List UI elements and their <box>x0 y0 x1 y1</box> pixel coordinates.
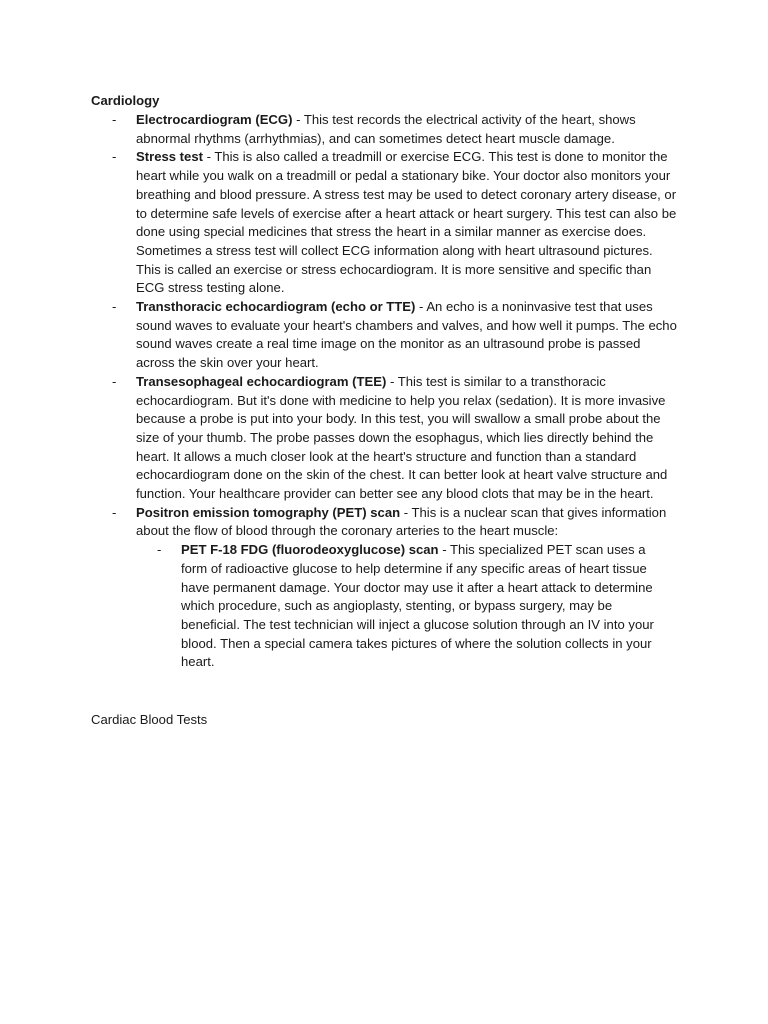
bullet-dash: - <box>112 373 117 389</box>
section-heading: Cardiology <box>91 93 160 108</box>
term-tte: Transthoracic echocardiogram (echo or TTE) <box>136 299 416 315</box>
term-pet-fdg: PET F-18 FDG (fluorodeoxyglucose) scan <box>181 542 439 558</box>
description-stress-test: - This is also called a treadmill or exercise ECG. This test is done to monitor the heart while you walk on a treadmill or pedal a stationary bike. Your doctor also monitors your breathing and blood pressure. A stress test may be used to detect coronary artery disease, or to determine safe levels of exercise after a heart attack or heart surgery. This test can also be done using special medicines that stress the heart in a similar manner as exercise does. Sometimes a stress test will collect ECG information along with heart ultrasound pictures. This is called an exercise or stress echocardiogram. It is more sensitive and specific than ECG stress testing alone. <box>136 149 677 296</box>
description-ecg: - This test records the electrical activity of the heart, shows abnormal rhythms (arrhythmias), and can sometimes detect heart muscle damage. <box>136 112 636 146</box>
list-item-tee <box>91 373 672 504</box>
description-pet-scan: - This is a nuclear scan that gives information about the flow of blood through the coronary arteries to the heart muscle: <box>136 504 667 539</box>
sublist-item-pet-fdg <box>136 541 657 672</box>
list-item-pet-scan <box>91 504 696 672</box>
description-tte: - An echo is a noninvasive test that uses sound waves to evaluate your heart's chambers and valves, and how well it pumps. The echo sound waves create a real time image on the monitor as an ultrasound probe is passed across the skin over your heart. <box>136 299 677 371</box>
description-tee: - This test is similar to a transthoracic echocardiogram. But it's done with medicine to help you relax (sedation). It is more invasive because a probe is put into your body. In this test, you will swallow a small probe about the size of your thumb. The probe passes down the esophagus, which lies directly behind the heart. It allows a much closer look at the heart's structure and function than a standard echocardiogram done on the skin of the chest. It can better look at heart valve structure and function. Your healthcare provider can better see any blood clots that may be in the heart. <box>136 373 668 502</box>
list-item-tte <box>91 298 682 373</box>
term-tee: Transesophageal echocardiogram (TEE) <box>136 373 387 389</box>
list-item-ecg <box>91 111 674 148</box>
bullet-dash: - <box>112 112 117 127</box>
bullet-dash: - <box>112 299 117 315</box>
pet-sublist <box>136 541 696 672</box>
next-section-heading: Cardiac Blood Tests <box>91 712 208 727</box>
test-list <box>91 111 691 672</box>
list-item-stress-test <box>91 148 677 298</box>
bullet-dash: - <box>112 504 117 520</box>
bullet-dash: - <box>157 542 162 558</box>
term-pet-scan: Positron emission tomography (PET) scan <box>136 504 401 520</box>
bullet-dash: - <box>112 149 117 165</box>
term-stress-test: Stress test <box>136 149 203 165</box>
term-ecg: Electrocardiogram (ECG) <box>136 112 293 127</box>
description-pet-fdg: - This specialized PET scan uses a form of radioactive glucose to help determine if any specific areas of heart tissue have permanent damage. Your doctor may use it after a heart attack to determine which procedure, such as angioplasty, stenting, or bypass surgery, may be beneficial. The test technician will inject a glucose solution through an IV into your blood. Then a special camera takes pictures of where the solution collects in your heart. <box>181 542 654 670</box>
